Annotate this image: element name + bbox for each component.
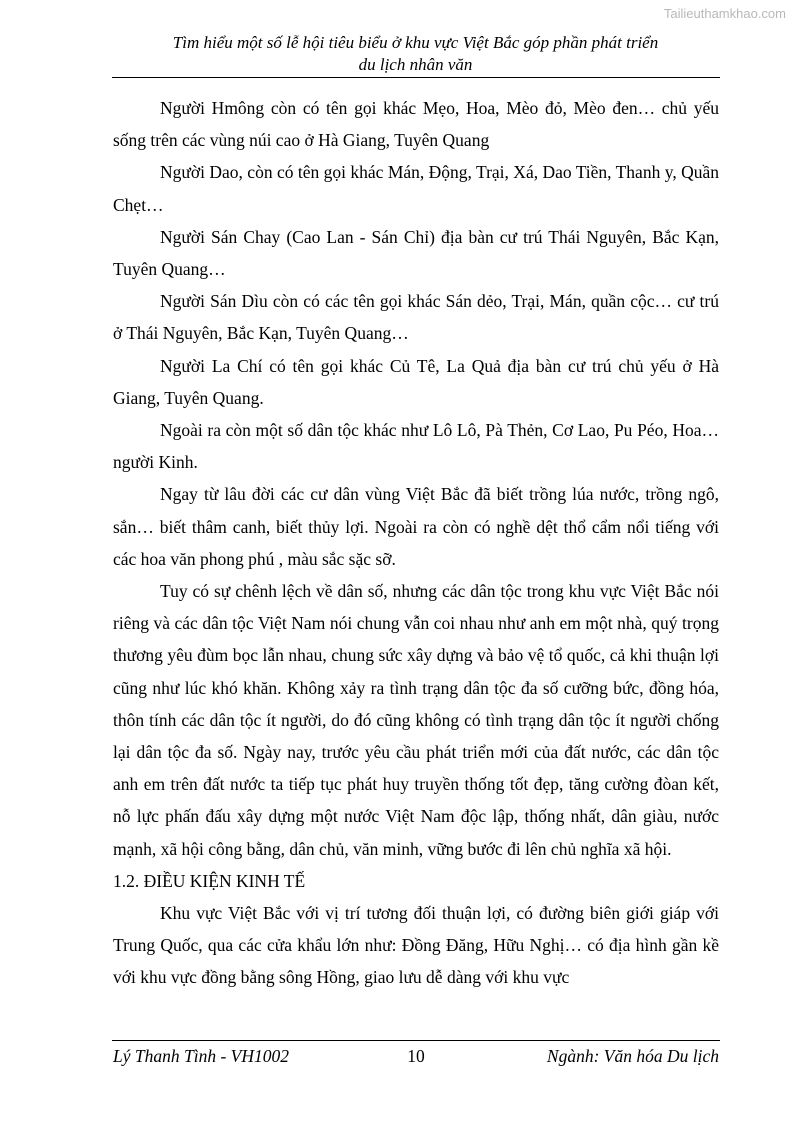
paragraph-economic-conditions: Khu vực Việt Bắc với vị trí tương đối thuận lợi, có đường biên giới giáp với Trung Quốc, qua các cửa khẩu lớn như: Đồng Đăng, Hữu Nghị… có địa hình gần kề với khu vực đồng bằng sông Hồng, giao lưu dễ dàng với khu vực (113, 903, 719, 988)
document-body (113, 92, 719, 994)
header-title-line-2: du lịch nhân văn (358, 55, 473, 74)
paragraph-san-chay: Người Sán Chay (Cao Lan - Sán Chỉ) địa bàn cư trú Thái Nguyên, Bắc Kạn, Tuyên Quang… (113, 226, 719, 280)
running-header (113, 32, 718, 76)
paragraph-agriculture: Ngay từ lâu đời các cư dân vùng Việt Bắc đã biết trồng lúa nước, trồng ngô, sắn… biết thâm canh, biết thủy lợi. Ngoài ra còn có nghề dệt thổ cẩm nổi tiếng với các hoa văn phong phú , màu sắc sặc sỡ. (113, 484, 719, 569)
footer-divider (112, 1040, 720, 1041)
paragraph-unity: Tuy có sự chênh lệch về dân số, nhưng các dân tộc trong khu vực Việt Bắc nói riêng và các dân tộc Việt Nam nói chung vẫn coi nhau như anh em một nhà, quý trọng thương yêu đùm bọc lẫn nhau, chung sức xây dựng và bảo vệ tổ quốc, cả khi thuận lợi cũng như lúc khó khăn. Không xảy ra tình trạng dân tộc đa số cưỡng bức, đồng hóa, thôn tính các dân tộc ít người, do đó cũng không có tình trạng dân tộc ít người chống lại dân tộc đa số. Ngày nay, trước yêu cầu phát triển mới của đất nước, các dân tộc anh em trên đất nước ta tiếp tục phát huy truyền thống tốt đẹp, tăng cường đòan kết, nỗ lực phấn đấu xây dựng một nước Việt Nam độc lập, thống nhất, dân giàu, nước mạnh, xã hội công bằng, dân chủ, văn minh, vững bước đi lên chủ nghĩa xã hội. (113, 581, 719, 859)
watermark-text: Tailieuthamkhao.com (663, 6, 786, 21)
header-divider (112, 77, 720, 78)
paragraph-san-diu: Người Sán Dìu còn có các tên gọi khác Sán dẻo, Trại, Mán, quần cộc… cư trú ở Thái Nguyên, Bắc Kạn, Tuyên Quang… (113, 291, 719, 344)
paragraph-dao: Người Dao, còn có tên gọi khác Mán, Động, Trại, Xá, Dao Tiền, Thanh y, Quần Chẹt… (113, 162, 719, 215)
page-footer (113, 1046, 719, 1070)
footer-author: Lý Thanh Tình - VH1002 (113, 1046, 289, 1066)
section-heading: 1.2. ĐIỀU KIỆN KINH TẾ (113, 870, 306, 891)
page-number: 10 (407, 1046, 425, 1066)
header-title-line-1: Tìm hiểu một số lễ hội tiêu biểu ở khu vực Việt Bắc góp phần phát triển (172, 33, 659, 52)
paragraph-hmong: Người Hmông còn có tên gọi khác Mẹo, Hoa, Mèo đỏ, Mèo đen… chủ yếu sống trên các vùng núi cao ở Hà Giang, Tuyên Quang (113, 98, 719, 151)
paragraph-other-ethnic-groups: Ngoài ra còn một số dân tộc khác như Lô Lô, Pà Thẻn, Cơ Lao, Pu Péo, Hoa… người Kinh. (113, 420, 719, 473)
paragraph-la-chi: Người La Chí có tên gọi khác Củ Tê, La Quả địa bàn cư trú chủ yếu ở Hà Giang, Tuyên Quang. (113, 355, 719, 408)
footer-major: Ngành: Văn hóa Du lịch (546, 1046, 719, 1066)
